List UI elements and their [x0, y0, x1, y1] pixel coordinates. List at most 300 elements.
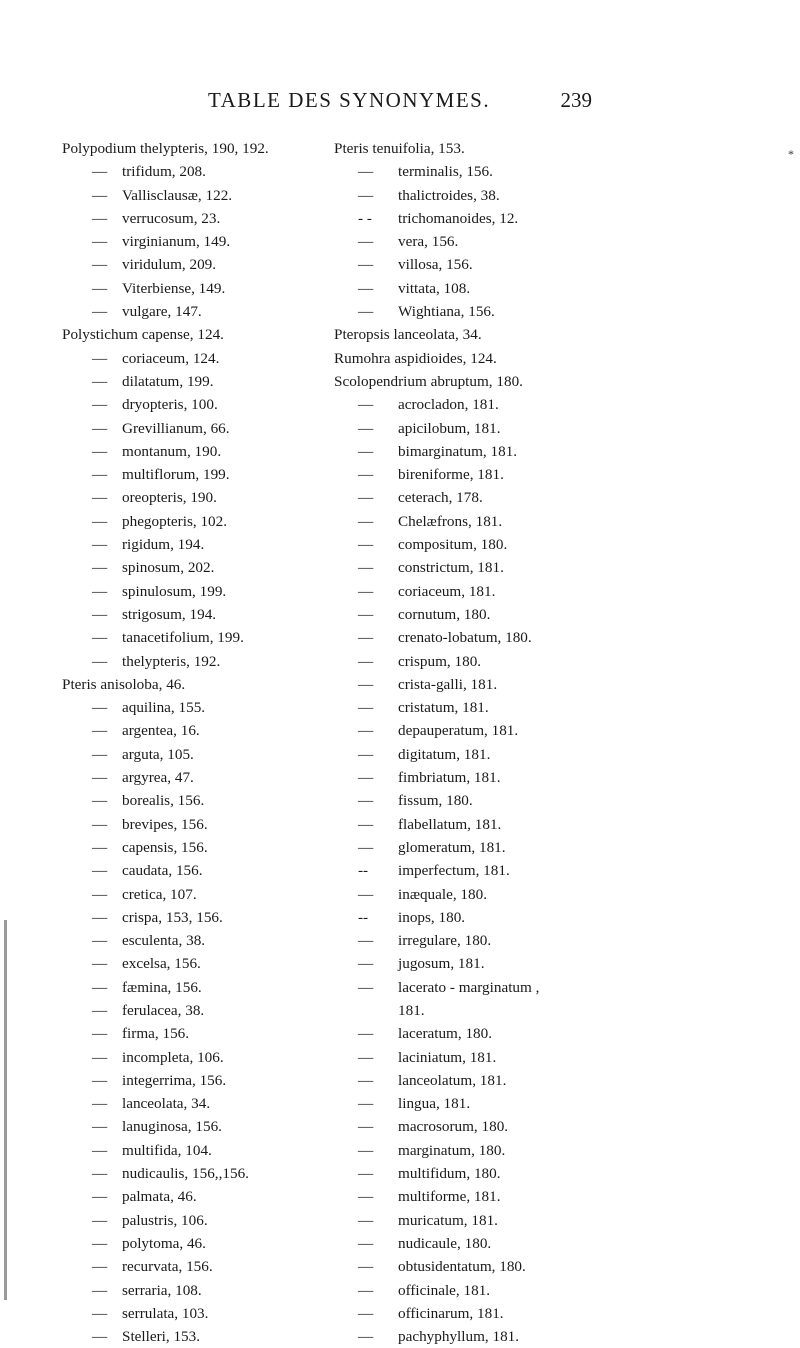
index-entry [62, 1325, 324, 1348]
index-entry [62, 184, 324, 207]
index-subterm: multifida, 104. [122, 1141, 212, 1159]
index-subterm: lacerato - marginatum , [398, 978, 540, 996]
ditto-dash: -- [358, 862, 369, 880]
index-entry [334, 952, 736, 975]
ditto-dash: — [92, 1304, 108, 1322]
ditto-dash: — [92, 1328, 108, 1346]
index-subterm: rigidum, 194. [122, 536, 205, 554]
index-entry [334, 393, 736, 416]
ditto-dash: — [92, 862, 108, 880]
index-subterm: vera, 156. [398, 233, 459, 251]
ditto-dash: — [358, 1165, 374, 1183]
index-entry [62, 859, 324, 882]
index-entry [62, 347, 324, 370]
index-term: Polypodium thelypteris, 190, 192. [62, 140, 269, 157]
ditto-dash: — [92, 1188, 108, 1206]
ditto-dash: — [358, 536, 374, 554]
index-entry [62, 1185, 324, 1208]
index-entry [334, 556, 736, 579]
index-subterm: palustris, 106. [122, 1211, 208, 1229]
index-entry [334, 533, 736, 556]
index-subterm: excelsa, 156. [122, 955, 201, 973]
index-entry [62, 323, 324, 346]
index-entry [334, 859, 736, 882]
index-entry [334, 184, 736, 207]
ditto-dash: — [358, 396, 374, 414]
ditto-dash: — [358, 815, 374, 833]
index-subterm: polytoma, 46. [122, 1234, 206, 1252]
ditto-dash: — [92, 582, 108, 600]
ditto-dash: — [92, 349, 108, 367]
index-term: Pteris anisoloba, 46. [62, 675, 186, 693]
ditto-dash: — [92, 908, 108, 926]
index-entry [62, 1139, 324, 1162]
index-subterm: glomeratum, 181. [398, 838, 506, 856]
index-subterm: vittata, 108. [398, 279, 471, 297]
ditto-dash: — [92, 1234, 108, 1252]
index-entry [62, 556, 324, 579]
index-entry [334, 719, 736, 742]
index-subterm: constrictum, 181. [398, 559, 504, 577]
index-subterm: thelypteris, 192. [122, 652, 221, 670]
ditto-dash: — [358, 1025, 374, 1043]
index-subterm: verrucosum, 23. [122, 209, 221, 227]
index-entry [334, 370, 736, 393]
index-subterm: acrocladon, 181. [398, 396, 499, 414]
index-subterm: Grevillianum, 66. [122, 419, 230, 437]
ditto-dash: — [358, 1281, 374, 1299]
index-entry [62, 277, 324, 300]
index-subterm: virginianum, 149. [122, 233, 231, 251]
index-subterm: serrulata, 103. [122, 1304, 209, 1322]
index-subterm: cristatum, 181. [398, 699, 489, 717]
index-entry [62, 533, 324, 556]
index-entry [334, 1162, 736, 1185]
index-subterm: crista-galli, 181. [398, 675, 498, 693]
index-subterm: digitatum, 181. [398, 745, 491, 763]
index-subterm: laciniatum, 181. [398, 1048, 497, 1066]
index-subterm: imperfectum, 181. [398, 862, 510, 880]
index-entry [62, 253, 324, 276]
ditto-dash: — [92, 1118, 108, 1136]
ditto-dash: — [92, 699, 108, 717]
index-subterm: fæmina, 156. [122, 978, 202, 996]
ditto-dash: — [358, 699, 374, 717]
ditto-dash: — [92, 955, 108, 973]
index-entry [334, 929, 736, 952]
index-entry [62, 1092, 324, 1115]
ditto-dash: — [358, 955, 374, 973]
ditto-dash: — [92, 885, 108, 903]
ditto-dash: — [92, 442, 108, 460]
index-subterm: viridulum, 209. [122, 256, 217, 274]
ditto-dash: — [358, 885, 374, 903]
ditto-dash: — [92, 372, 108, 390]
index-entry [334, 486, 736, 509]
ditto-dash: — [358, 722, 374, 740]
running-title: TABLE DES SYNONYMES. [208, 88, 491, 112]
index-term: Scolopendrium abruptum, 180. [334, 372, 523, 390]
index-subterm: Wightiana, 156. [398, 303, 495, 321]
index-subterm: Stelleri, 153. [122, 1328, 201, 1346]
index-entry [334, 603, 736, 626]
index-entry [334, 813, 736, 836]
page-header [0, 88, 800, 118]
index-entry [62, 393, 324, 416]
index-subterm: argyrea, 47. [122, 769, 194, 787]
index-entry [334, 1325, 736, 1348]
ditto-dash: — [92, 838, 108, 856]
index-subterm: brevipes, 156. [122, 815, 208, 833]
index-term: Polystichum capense, 124. [62, 326, 224, 344]
ditto-dash: — [92, 745, 108, 763]
ditto-dash: — [92, 1211, 108, 1229]
index-entry [62, 1279, 324, 1302]
ditto-dash: — [92, 792, 108, 810]
ditto-dash: — [92, 1281, 108, 1299]
index-subterm: marginatum, 180. [398, 1141, 506, 1159]
index-subterm: dilatatum, 199. [122, 372, 214, 390]
index-subterm: Chelæfrons, 181. [398, 512, 503, 530]
index-subterm: obtusidentatum, 180. [398, 1258, 526, 1276]
ditto-dash: — [92, 978, 108, 996]
index-entry [334, 1046, 736, 1069]
index-subterm: cornutum, 180. [398, 605, 491, 623]
index-subterm: lanceolatum, 181. [398, 1071, 507, 1089]
index-entry [62, 580, 324, 603]
ditto-dash: — [358, 279, 374, 297]
index-entry [62, 440, 324, 463]
ditto-dash: — [358, 1095, 374, 1113]
index-entry [334, 1115, 736, 1138]
page-number: 239 [560, 88, 592, 112]
index-subterm: officinale, 181. [398, 1281, 491, 1299]
index-entry [334, 1255, 736, 1278]
index-entry [334, 976, 736, 999]
index-subterm: incompleta, 106. [122, 1048, 224, 1066]
index-subterm: spinosum, 202. [122, 559, 215, 577]
index-subterm: inops, 180. [398, 908, 466, 926]
index-subterm: irregulare, 180. [398, 932, 492, 950]
index-subterm: flabellatum, 181. [398, 815, 502, 833]
index-subterm: ferulacea, 38. [122, 1001, 205, 1019]
index-subterm: bimarginatum, 181. [398, 442, 518, 460]
index-entry [62, 137, 324, 160]
ditto-dash: — [92, 1141, 108, 1159]
index-subterm: bireniforme, 181. [398, 466, 504, 484]
ditto-dash: — [358, 303, 374, 321]
ditto-dash: — [358, 419, 374, 437]
ditto-dash: — [358, 512, 374, 530]
ditto-dash: — [92, 209, 108, 227]
index-entry [334, 510, 736, 533]
index-subterm: pachyphyllum, 181. [398, 1328, 520, 1346]
index-entry [334, 766, 736, 789]
index-subterm: argentea, 16. [122, 722, 200, 740]
index-subterm: officinarum, 181. [398, 1304, 504, 1322]
index-term: Rumohra aspidioides, 124. [334, 349, 497, 367]
ditto-dash: — [358, 1211, 374, 1229]
index-entry [334, 1022, 736, 1045]
index-entry [334, 207, 736, 230]
index-entry [334, 347, 736, 370]
ditto-dash: — [92, 536, 108, 554]
index-entry [334, 696, 736, 719]
index-subterm: thalictroides, 38. [398, 186, 500, 204]
index-entry [334, 300, 736, 323]
ditto-dash: — [358, 1118, 374, 1136]
index-subterm: tanacetifolium, 199. [122, 629, 244, 647]
index-subterm: ceterach, 178. [398, 489, 483, 507]
index-entry [334, 999, 736, 1022]
ditto-dash: — [358, 1048, 374, 1066]
ditto-dash: — [358, 1304, 374, 1322]
index-subterm: caudata, 156. [122, 862, 203, 880]
index-entry [62, 929, 324, 952]
margin-mark: * [788, 147, 794, 161]
index-subterm: jugosum, 181. [398, 955, 485, 973]
ditto-dash: — [92, 815, 108, 833]
ditto-dash: — [358, 652, 374, 670]
index-subterm: serraria, 108. [122, 1281, 202, 1299]
ditto-dash: — [92, 396, 108, 414]
index-entry [334, 883, 736, 906]
ditto-dash: — [358, 186, 374, 204]
index-entry [62, 813, 324, 836]
index-entry [334, 673, 736, 696]
index-subterm: fimbriatum, 181. [398, 769, 501, 787]
index-term: Pteris tenuifolia, 153. [334, 140, 465, 157]
index-subterm: muricatum, 181. [398, 1211, 498, 1229]
index-entry [62, 1209, 324, 1232]
index-entry [62, 1022, 324, 1045]
ditto-dash: — [92, 489, 108, 507]
index-subterm: villosa, 156. [398, 256, 473, 274]
ditto-dash: — [358, 442, 374, 460]
index-subterm: coriaceum, 124. [122, 349, 220, 367]
index-entry [334, 650, 736, 673]
ditto-dash: — [92, 1001, 108, 1019]
index-entry [334, 417, 736, 440]
index-entry [62, 417, 324, 440]
index-entry [62, 1115, 324, 1138]
index-subterm: crispum, 180. [398, 652, 482, 670]
index-entry [62, 696, 324, 719]
index-subterm: lanceolata, 34. [122, 1095, 211, 1113]
index-entry [334, 743, 736, 766]
index-entry [334, 1185, 736, 1208]
ditto-dash: -- [358, 908, 369, 926]
ditto-dash: — [358, 1071, 374, 1089]
index-entry [62, 836, 324, 859]
right-index-column [334, 137, 736, 1348]
ditto-dash: — [358, 769, 374, 787]
ditto-dash: — [358, 489, 374, 507]
ditto-dash: — [358, 1328, 374, 1346]
ditto-dash: - - [358, 209, 372, 227]
index-subterm: multiflorum, 199. [122, 466, 230, 484]
ditto-dash: — [358, 233, 374, 251]
ditto-dash: — [92, 1095, 108, 1113]
ditto-dash: — [92, 652, 108, 670]
index-subterm: apicilobum, 181. [398, 419, 501, 437]
index-subterm: recurvata, 156. [122, 1258, 213, 1276]
ditto-dash: — [358, 256, 374, 274]
ditto-dash: — [358, 838, 374, 856]
index-subterm: oreopteris, 190. [122, 489, 217, 507]
index-entry [334, 1279, 736, 1302]
ditto-dash: — [92, 419, 108, 437]
index-entry [62, 230, 324, 253]
index-entry [62, 370, 324, 393]
index-subterm: lingua, 181. [398, 1095, 471, 1113]
index-entry [62, 160, 324, 183]
ditto-dash: — [358, 745, 374, 763]
index-entry [334, 1302, 736, 1325]
index-entry [62, 510, 324, 533]
index-entry [62, 1162, 324, 1185]
ditto-dash: — [358, 629, 374, 647]
index-entry [62, 1232, 324, 1255]
index-subterm: borealis, 156. [122, 792, 205, 810]
index-subterm: crenato-lobatum, 180. [398, 629, 532, 647]
index-entry [62, 906, 324, 929]
index-entry [62, 719, 324, 742]
index-subterm: nudicaule, 180. [398, 1234, 492, 1252]
index-subterm: dryopteris, 100. [122, 396, 218, 414]
index-subterm: lanuginosa, 156. [122, 1118, 222, 1136]
index-entry [62, 673, 324, 696]
ditto-dash: — [358, 559, 374, 577]
index-term: 181. [398, 1001, 425, 1019]
index-subterm: depauperatum, 181. [398, 722, 519, 740]
index-entry [334, 1232, 736, 1255]
index-entry [62, 463, 324, 486]
ditto-dash: — [358, 1234, 374, 1252]
ditto-dash: — [92, 1258, 108, 1276]
ditto-dash: — [92, 629, 108, 647]
index-entry [334, 1092, 736, 1115]
ditto-dash: — [358, 605, 374, 623]
index-subterm: terminalis, 156. [398, 163, 493, 181]
index-entry [62, 766, 324, 789]
ditto-dash: — [358, 1188, 374, 1206]
index-entry [62, 486, 324, 509]
index-entry [62, 999, 324, 1022]
ditto-dash: — [92, 769, 108, 787]
index-subterm: arguta, 105. [122, 745, 194, 763]
index-entry [334, 626, 736, 649]
index-entry [62, 300, 324, 323]
index-entry [62, 626, 324, 649]
ditto-dash: — [358, 932, 374, 950]
scan-edge-shadow [4, 920, 7, 1300]
ditto-dash: — [92, 605, 108, 623]
index-entry [62, 207, 324, 230]
ditto-dash: — [92, 932, 108, 950]
index-subterm: fissum, 180. [398, 792, 473, 810]
index-entry [62, 743, 324, 766]
index-entry [334, 323, 736, 346]
index-entry [334, 906, 736, 929]
index-subterm: inæquale, 180. [398, 885, 488, 903]
index-entry [62, 789, 324, 812]
index-subterm: capensis, 156. [122, 838, 208, 856]
index-subterm: macrosorum, 180. [398, 1118, 509, 1136]
index-entry [62, 883, 324, 906]
ditto-dash: — [92, 233, 108, 251]
index-subterm: phegopteris, 102. [122, 512, 228, 530]
index-entry [334, 789, 736, 812]
index-entry [334, 440, 736, 463]
index-entry [62, 1255, 324, 1278]
ditto-dash: — [92, 186, 108, 204]
ditto-dash: — [358, 1141, 374, 1159]
index-subterm: cretica, 107. [122, 885, 197, 903]
index-subterm: multiforme, 181. [398, 1188, 501, 1206]
ditto-dash: — [92, 466, 108, 484]
ditto-dash: — [92, 559, 108, 577]
index-entry [62, 603, 324, 626]
index-subterm: laceratum, 180. [398, 1025, 493, 1043]
index-entry [62, 1069, 324, 1092]
index-subterm: montanum, 190. [122, 442, 222, 460]
index-subterm: Vallisclausæ, 122. [122, 186, 233, 204]
ditto-dash: — [92, 1071, 108, 1089]
index-entry [334, 1139, 736, 1162]
index-subterm: palmata, 46. [122, 1188, 197, 1206]
index-subterm: trichomanoides, 12. [398, 209, 519, 227]
index-entry [62, 952, 324, 975]
ditto-dash: — [358, 1258, 374, 1276]
index-subterm: spinulosum, 199. [122, 582, 227, 600]
ditto-dash: — [358, 792, 374, 810]
ditto-dash: — [92, 1025, 108, 1043]
index-subterm: integerrima, 156. [122, 1071, 227, 1089]
index-subterm: aquilina, 155. [122, 699, 206, 717]
ditto-dash: — [92, 303, 108, 321]
left-index-column [62, 137, 324, 1348]
index-entry [62, 650, 324, 673]
ditto-dash: — [92, 279, 108, 297]
index-subterm: esculenta, 38. [122, 932, 206, 950]
index-entry [62, 1046, 324, 1069]
index-entry [334, 277, 736, 300]
ditto-dash: — [92, 256, 108, 274]
index-subterm: multifidum, 180. [398, 1165, 501, 1183]
index-entry [334, 160, 736, 183]
index-subterm: coriaceum, 181. [398, 582, 496, 600]
index-subterm: compositum, 180. [398, 536, 508, 554]
index-subterm: Viterbiense, 149. [122, 279, 226, 297]
index-entry [334, 253, 736, 276]
index-subterm: crispa, 153, 156. [122, 908, 223, 926]
index-subterm: firma, 156. [122, 1025, 190, 1043]
index-entry [334, 1209, 736, 1232]
index-entry [62, 1302, 324, 1325]
ditto-dash: — [358, 582, 374, 600]
index-entry [334, 1069, 736, 1092]
index-entry [334, 580, 736, 603]
index-entry [334, 137, 736, 160]
ditto-dash: — [92, 512, 108, 530]
index-subterm: trifidum, 208. [122, 163, 206, 181]
ditto-dash: — [358, 675, 374, 693]
ditto-dash: — [358, 163, 374, 181]
index-subterm: nudicaulis, 156,,156. [122, 1165, 249, 1183]
index-entry [62, 976, 324, 999]
index-entry [334, 836, 736, 859]
